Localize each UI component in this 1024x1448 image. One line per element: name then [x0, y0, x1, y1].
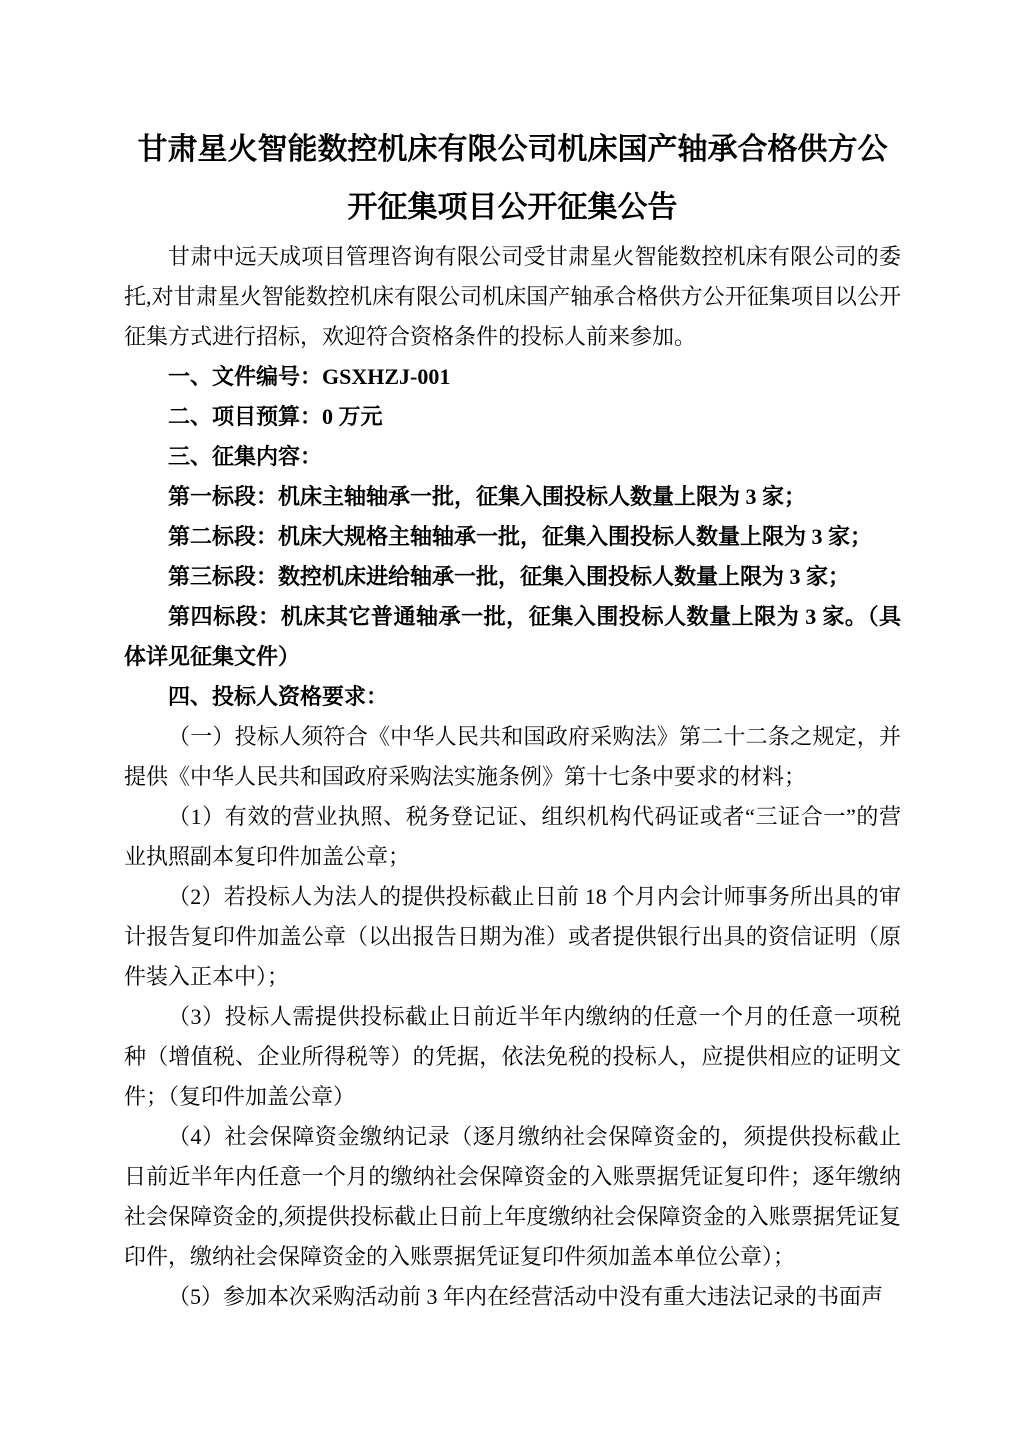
title-line-2: 开征集项目公开征集公告 — [347, 191, 678, 224]
requirement-3-paragraph: （3）投标人需提供投标截止日前近半年内缴纳的任意一个月的任意一项税种（增值税、企业所得税等）的凭据，依法免税的投标人，应提供相应的证明文件；（复印件加盖公章） — [124, 1004, 901, 1109]
intro-paragraph: 甘肃中远天成项目管理咨询有限公司受甘肃星火智能数控机床有限公司的委托,对甘肃星火智能数控机床有限公司机床国产轴承合格供方公开征集项目以公开征集方式进行招标，欢迎符合资格条件的投标人前来参加。 — [124, 244, 901, 349]
document-title — [124, 121, 901, 237]
lot-3-paragraph: 第三标段：数控机床进给轴承一批，征集入围投标人数量上限为 3 家； — [168, 564, 851, 589]
qualification-1-paragraph: （一）投标人须符合《中华人民共和国政府采购法》第二十二条之规定，并提供《中华人民共和国政府采购法实施条例》第十七条中要求的材料； — [124, 724, 901, 789]
requirement-1-paragraph: （1）有效的营业执照、税务登记证、组织机构代码证或者“三证合一”的营业执照副本复印件加盖公章； — [124, 804, 901, 869]
requirement-2-paragraph: （2）若投标人为法人的提供投标截止日前 18 个月内会计师事务所出具的审计报告复印件加盖公章（以出报告日期为准）或者提供银行出具的资信证明（原件装入正本中）； — [124, 884, 901, 989]
requirement-4-paragraph: （4）社会保障资金缴纳记录（逐月缴纳社会保障资金的，须提供投标截止日前近半年内任意一个月的缴纳社会保障资金的入账票据凭证复印件；逐年缴纳社会保障资金的,须提供投标截止日前上年度缴纳社会保障资金的入账票据凭证复印件，缴纳社会保障资金的入账票据凭证复印件须加盖本单位公章）； — [124, 1124, 901, 1269]
lot-4-paragraph: 第四标段：机床其它普通轴承一批，征集入围投标人数量上限为 3 家。（具体详见征集文件） — [124, 604, 901, 669]
lot-2-paragraph: 第二标段：机床大规格主轴轴承一批，征集入围投标人数量上限为 3 家； — [168, 524, 873, 549]
title-line-1: 甘肃星火智能数控机床有限公司机床国产轴承合格供方公 — [137, 133, 888, 166]
qualification-heading: 四、投标人资格要求： — [168, 684, 389, 709]
item-content-heading: 三、征集内容： — [168, 444, 323, 469]
requirement-5-paragraph: （5）参加本次采购活动前 3 年内在经营活动中没有重大违法记录的书面声 — [168, 1284, 884, 1309]
item-doc-number: 一、文件编号：GSXHZJ-001 — [168, 364, 451, 389]
item-budget: 二、项目预算：0 万元 — [168, 404, 383, 429]
lot-1-paragraph: 第一标段：机床主轴轴承一批，征集入围投标人数量上限为 3 家； — [168, 484, 807, 509]
